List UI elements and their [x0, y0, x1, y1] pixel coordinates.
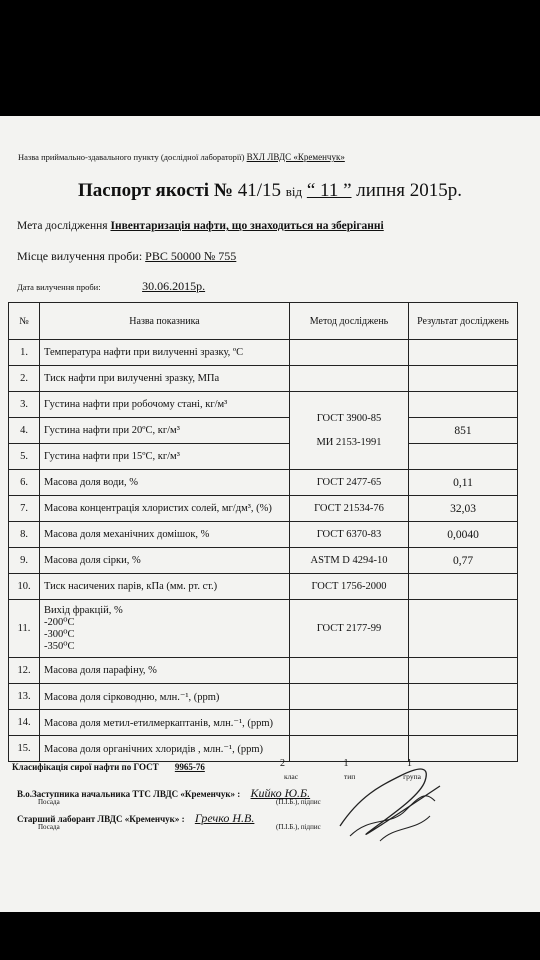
table-row: 8. Масова доля механічних домішок, % ГОСТ 6370-83 0,0040 [9, 522, 518, 548]
document-title: Паспорт якості № 41/15 від “ 11 ” липня 2015р. [78, 180, 462, 201]
table-row: 12. Масова доля парафіну, % [9, 658, 518, 684]
classification-values: 2 1 1 [280, 758, 412, 769]
header-method: Метод досліджень [290, 303, 409, 340]
header-name: Назва показника [40, 303, 290, 340]
header-num: № [9, 303, 40, 340]
sample-date: Дата вилучення проби: 30.06.2015р. [17, 277, 233, 295]
table-row: 2. Тиск нафти при вилученні зразку, МПа [9, 366, 518, 392]
fractions-cell: Вихід фракцій, % -200⁰C -300⁰C -350⁰C [40, 600, 290, 658]
document-page: Назва приймально-здавального пункту (дослідної лабораторії) ВХЛ ЛВДС «Кременчук» Паспорт якості № 41/15 від “ 11 ” липня 2015р. Мета дослідження Інвентаризація нафти, що знаходиться на зберіганні Місце вилучення проби: РВС 50000 № 755 Дата вилучення проби: 30.06.2015р. № Назва показника Метод досліджень Результат досліджень 1. Температура нафти при вилученні зразку, ºC 2. Тиск нафти при вилученні зразку, МПа 3. Густина нафти при робочому стані, кг/м³ ГОСТ 3900-85 МИ 2153-1991 4. Густина нафти при 20ºC, кг/м³ 851 5. Густина нафти при 15ºC, кг/м³ 6. Масова доля води, % ГОСТ 2477-65 0,11 7. Масова концентрація хлористих солей, мг/дм³, (%) ГОСТ 21534-76 32,03 8. Масова доля механічних домішок, % ГОСТ 6370-83 0,0040 9. Масова доля сірки, % ASTM D 4294-10 0,77 10. Тиск насичених парів, кПа (мм. рт. ст.) ГОСТ 1756-2000 11. Вихід фракцій, % -200⁰C -300⁰C -350⁰C ГОСТ 2177-99 12. Масова доля парафіну, % 13. Масова доля сірководню, млн.⁻¹, (ppm) 14. Масова доля метил-етилмеркаптанів, млн.⁻¹, (ppm) 15. Масова доля органічних хлоридів , млн.⁻¹, (ppm) Класифікація сирої нафти по ГОСТ 9965-76 2 1 1 клас тип група В.о.Заступника начальника ТТС ЛВДС «Кременчук» : Кийко Ю.Б. Посада (П.І.Б.), підпис Старший лаборант ЛВДС «Кременчук» : Гречко Н.В. Посада (П.І.Б.), підпис [0, 116, 540, 912]
header-result: Результат досліджень [409, 303, 518, 340]
table-row: 4. Густина нафти при 20ºC, кг/м³ 851 [9, 418, 518, 444]
table-row: 5. Густина нафти при 15ºC, кг/м³ [9, 444, 518, 470]
sample-date-value: 30.06.2015р. [142, 279, 206, 293]
classification: Класифікація сирої нафти по ГОСТ 9965-76 [12, 762, 205, 772]
table-row: 9. Масова доля сірки, % ASTM D 4294-10 0,77 [9, 548, 518, 574]
research-purpose: Мета дослідження Інвентаризація нафти, що знаходиться на зберіганні [17, 220, 384, 232]
sample-place: Місце вилучення проби: РВС 50000 № 755 [17, 249, 237, 263]
passport-number: 41/15 [237, 180, 281, 201]
table-row: 6. Масова доля води, % ГОСТ 2477-65 0,11 [9, 470, 518, 496]
table-row: 1. Температура нафти при вилученні зразку, ºC [9, 340, 518, 366]
lab-name: ВХЛ ЛВДС «Кременчук» [246, 152, 345, 162]
lab-header: Назва приймально-здавального пункту (дослідної лабораторії) ВХЛ ЛВДС «Кременчук» [18, 152, 345, 162]
purpose-value: Інвентаризація нафти, що знаходиться на зберіганні [110, 220, 384, 232]
classification-gost: 9965-76 [174, 762, 205, 772]
place-value: РВС 50000 № 755 [145, 249, 237, 263]
table-row: 15. Масова доля органічних хлоридів , млн.⁻¹, (ppm) [9, 736, 518, 762]
deputy-name: Кийко Ю.Б. [250, 786, 311, 800]
signature-deputy: В.о.Заступника начальника ТТС ЛВДС «Кременчук» : Кийко Ю.Б. [17, 786, 311, 800]
density-result: 851 [409, 418, 518, 444]
table-row: 3. Густина нафти при робочому стані, кг/м³ ГОСТ 3900-85 МИ 2153-1991 [9, 392, 518, 418]
passport-month-year: липня 2015р. [356, 180, 462, 201]
table-row-fractions: 11. Вихід фракцій, % -200⁰C -300⁰C -350⁰C ГОСТ 2177-99 [9, 600, 518, 658]
passport-day: “ 11 ” [306, 180, 352, 201]
quality-table [8, 302, 518, 762]
density-methods: ГОСТ 3900-85 МИ 2153-1991 [290, 392, 409, 470]
table-row: 14. Масова доля метил-етилмеркаптанів, млн.⁻¹, (ppm) [9, 710, 518, 736]
table-row: 7. Масова концентрація хлористих солей, мг/дм³, (%) ГОСТ 21534-76 32,03 [9, 496, 518, 522]
classification-labels: клас тип група [284, 772, 421, 781]
lab-assistant-name: Гречко Н.В. [194, 811, 255, 825]
table-header-row [9, 303, 518, 340]
table-row: 13. Масова доля сірководню, млн.⁻¹, (ppm) [9, 684, 518, 710]
table-row: 10. Тиск насичених парів, кПа (мм. рт. ст.) ГОСТ 1756-2000 [9, 574, 518, 600]
signature-lab-assistant: Старший лаборант ЛВДС «Кременчук» : Гречко Н.В. [17, 811, 255, 825]
handwritten-signature-icon [330, 756, 450, 846]
